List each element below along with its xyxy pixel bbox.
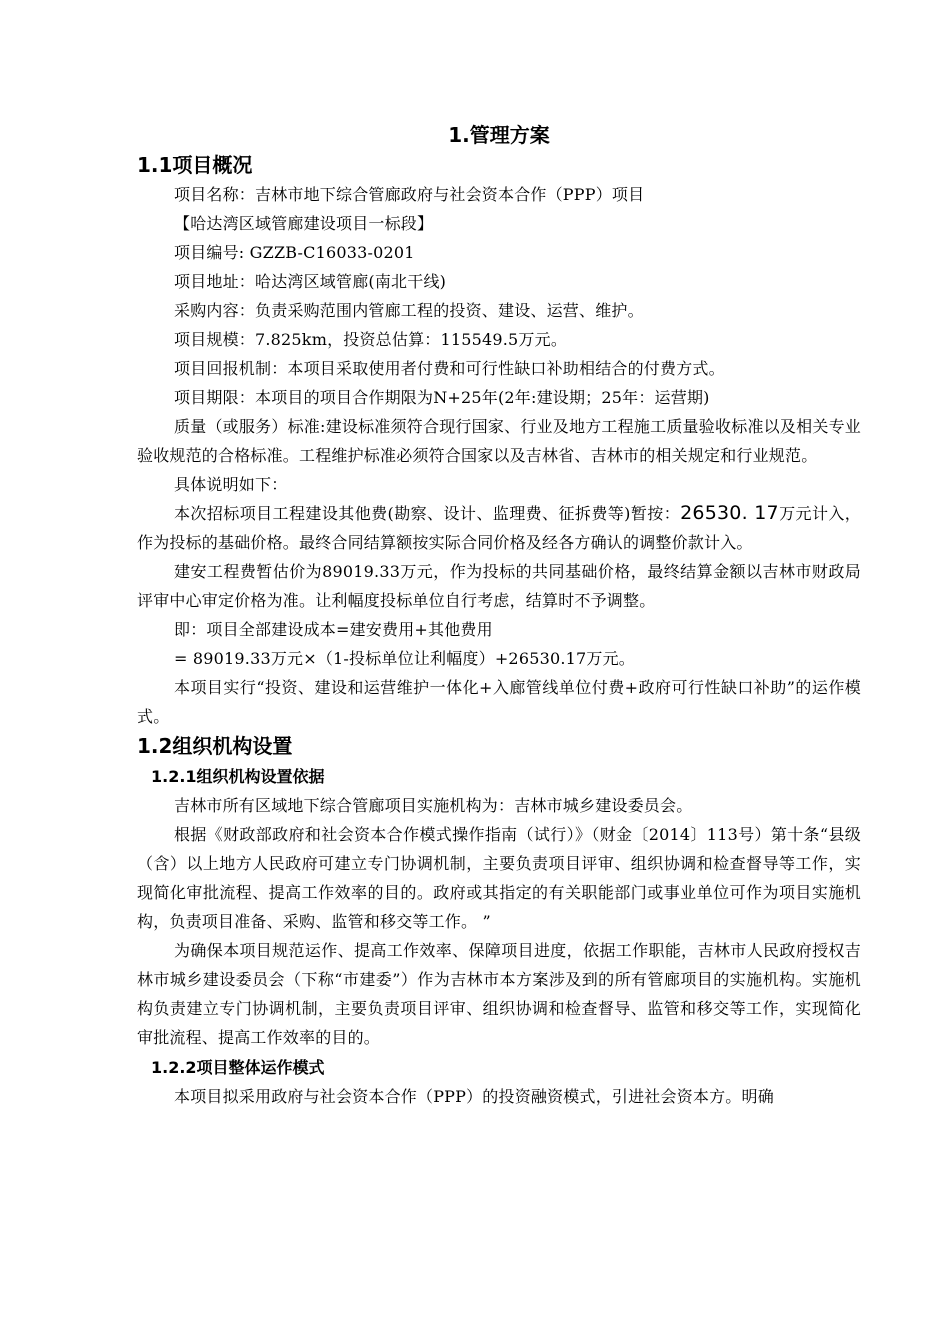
- paragraph-procurement-content: 采购内容：负责采购范围内管廊工程的投资、建设、运营、维护。: [174, 301, 644, 320]
- paragraph-total-cost-value: = 89019.33万元×（1-投标单位让利幅度）+26530.17万元。: [174, 649, 635, 668]
- paragraph-guideline-basis: 根据《财政部政府和社会资本合作模式操作指南（试行）》（财金〔2014〕113号）第十条“县级（含）以上地方人民政府可建立专门协调机制，主要负责项目评审、组织协调和检查督导等工作，实现简化审批流程、提高工作效率的目的。政府或其指定的有关职能部门或事业单位可作为项目实施机构，负责项目准备、采购、监管和移交等工作。 ”: [137, 825, 861, 931]
- paragraph-operation-mode: 本项目实行“投资、建设和运营维护一体化+入廊管线单位付费+政府可行性缺口补助”的运作模式。: [137, 678, 861, 726]
- document-body: [137, 120, 861, 1111]
- section-heading-1-2-2: 1.2.2项目整体运作模式: [151, 1058, 325, 1077]
- paragraph-details-intro: 具体说明如下：: [174, 475, 288, 494]
- paragraph-project-scale: 项目规模：7.825km，投资总估算：115549.5万元。: [174, 330, 568, 349]
- document-title: 1.管理方案: [448, 123, 550, 147]
- other-costs-text-a: 本次招标项目工程建设其他费(勘察、设计、监理费、征拆费等)暂按：: [174, 504, 681, 523]
- paragraph-project-term: 项目期限：本项目的项目合作期限为N+25年(2年:建设期；25年：运营期): [174, 388, 710, 407]
- other-costs-amount: 26530. 17: [680, 502, 779, 524]
- paragraph-implementing-agency: 吉林市所有区域地下综合管廊项目实施机构为：吉林市城乡建设委员会。: [174, 796, 693, 815]
- paragraph-authorization: 为确保本项目规范运作、提高工作效率、保障项目进度，依据工作职能，吉林市人民政府授权吉林市城乡建设委员会（下称“市建委”）作为吉林市本方案涉及到的所有管廊项目的实施机构。实施机构负责建立专门协调机制，主要负责项目评审、组织协调和检查督导、监管和移交等工作，实现简化审批流程、提高工作效率的目的。: [137, 941, 861, 1047]
- section-heading-1-2-1: 1.2.1组织机构设置依据: [151, 767, 325, 786]
- paragraph-project-address: 项目地址：哈达湾区域管廊(南北干线): [174, 272, 447, 291]
- paragraph-construction-cost: 建安工程费暂估价为89019.33万元，作为投标的共同基础价格，最终结算金额以吉林市财政局评审中心审定价格为准。让利幅度投标单位自行考虑，结算时不予调整。: [137, 562, 861, 610]
- paragraph-total-cost-formula: 即：项目全部建设成本=建安费用+其他费用: [174, 620, 493, 639]
- section-heading-1-2: 1.2组织机构设置: [137, 734, 293, 758]
- other-costs-text-b: 万元计入，作为投标的基础价格。最终合同结算额按实际合同价格及经各方确认的调整价款计入。: [137, 504, 861, 552]
- paragraph-other-costs: [137, 499, 861, 557]
- paragraph-ppp-model: 本项目拟采用政府与社会资本合作（PPP）的投资融资模式，引进社会资本方。明确: [174, 1087, 774, 1106]
- paragraph-project-number: 项目编号: GZZB-C16033-0201: [174, 243, 415, 262]
- paragraph-project-name: 项目名称：吉林市地下综合管廊政府与社会资本合作（PPP）项目: [174, 185, 645, 204]
- paragraph-project-lot: 【哈达湾区域管廊建设项目一标段】: [174, 214, 434, 233]
- paragraph-return-mechanism: 项目回报机制：本项目采取使用者付费和可行性缺口补助相结合的付费方式。: [174, 359, 725, 378]
- paragraph-quality-standard: 质量（或服务）标准:建设标准须符合现行国家、行业及地方工程施工质量验收标准以及相关专业验收规范的合格标准。工程维护标准必须符合国家以及吉林省、吉林市的相关规定和行业规范。: [137, 417, 861, 465]
- section-heading-1-1: 1.1项目概况: [137, 153, 253, 177]
